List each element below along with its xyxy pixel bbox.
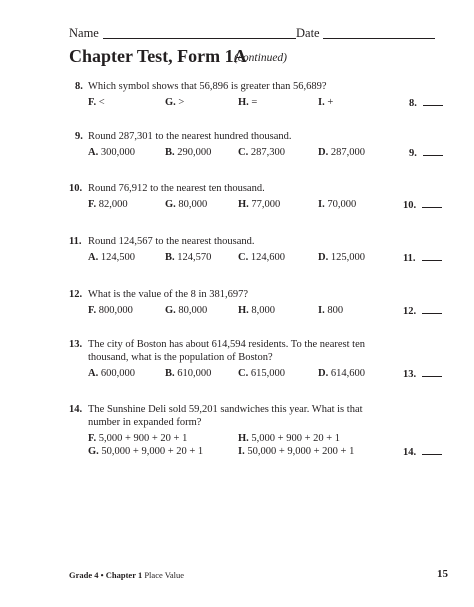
- footer-topic: Place Value: [144, 570, 185, 580]
- choice-value: 125,000: [330, 252, 365, 263]
- choice-value: 614,600: [330, 368, 365, 379]
- answer-choice[interactable]: [238, 368, 285, 379]
- answer-choice[interactable]: [238, 305, 275, 316]
- answer-choice[interactable]: [318, 368, 365, 379]
- question-text: Round 124,567 to the nearest thousand.: [88, 236, 255, 247]
- choice-value: 600,000: [100, 368, 135, 379]
- answer-choice[interactable]: [88, 97, 105, 108]
- name-label: Name: [69, 26, 99, 40]
- answer-line[interactable]: [422, 305, 442, 314]
- answer-line[interactable]: [422, 252, 442, 261]
- answer-blank[interactable]: [403, 199, 442, 211]
- choice-letter: I.: [238, 446, 245, 457]
- answer-blank[interactable]: [403, 368, 442, 380]
- choice-value: <: [98, 97, 105, 108]
- question-text: Round 76,912 to the nearest ten thousand.: [88, 183, 265, 194]
- footer-course: [69, 570, 184, 580]
- answer-choice[interactable]: [318, 199, 356, 210]
- answer-choice[interactable]: [165, 97, 184, 108]
- answer-choice[interactable]: [318, 252, 365, 263]
- choice-value: >: [178, 97, 185, 108]
- choice-letter: G.: [165, 199, 176, 210]
- choice-letter: G.: [165, 305, 176, 316]
- choice-value: 290,000: [177, 147, 212, 158]
- date-line[interactable]: [323, 38, 435, 39]
- question-text: The city of Boston has about 614,594 residents. To the nearest ten: [88, 339, 365, 350]
- answer-choice[interactable]: [165, 252, 211, 263]
- answer-choice[interactable]: [318, 305, 343, 316]
- choice-letter: C.: [238, 368, 249, 379]
- choice-value: 5,000 + 900 + 20 + 1: [98, 433, 188, 444]
- answer-choice[interactable]: [318, 97, 333, 108]
- question-text: Which symbol shows that 56,896 is greater than 56,689?: [88, 81, 327, 92]
- choice-letter: A.: [88, 252, 99, 263]
- choice-letter: I.: [318, 97, 325, 108]
- choice-value: 124,570: [177, 252, 212, 263]
- question-text: What is the value of the 8 in 381,697?: [88, 289, 249, 300]
- answer-choice[interactable]: [165, 147, 211, 158]
- choice-value: 50,000 + 9,000 + 20 + 1: [101, 446, 204, 457]
- choice-value: 300,000: [100, 147, 135, 158]
- choice-letter: C.: [238, 252, 249, 263]
- question-number: 8.: [75, 81, 83, 92]
- question-text: thousand, what is the population of Boston?: [88, 352, 273, 363]
- answer-choice[interactable]: [88, 147, 135, 158]
- answer-choice[interactable]: [88, 368, 135, 379]
- choice-letter: F.: [88, 199, 97, 210]
- answer-line[interactable]: [423, 147, 443, 156]
- choice-value: 800,000: [98, 305, 133, 316]
- answer-blank[interactable]: [409, 147, 443, 159]
- answer-blank[interactable]: [409, 97, 443, 109]
- choice-value: 615,000: [250, 368, 285, 379]
- name-line[interactable]: [103, 38, 296, 39]
- choice-value: 287,000: [330, 147, 365, 158]
- answer-line[interactable]: [422, 368, 442, 377]
- choice-letter: B.: [165, 252, 175, 263]
- choice-letter: G.: [165, 97, 176, 108]
- choice-value: +: [327, 97, 334, 108]
- answer-choice[interactable]: [238, 199, 280, 210]
- choice-letter: I.: [318, 199, 325, 210]
- choice-letter: G.: [88, 446, 99, 457]
- choice-letter: H.: [238, 199, 249, 210]
- choice-letter: D.: [318, 368, 329, 379]
- answer-blank[interactable]: [403, 305, 442, 317]
- choice-letter: A.: [88, 147, 99, 158]
- question-text: The Sunshine Deli sold 59,201 sandwiches this year. What is that: [88, 404, 363, 415]
- choice-letter: A.: [88, 368, 99, 379]
- choice-value: 8,000: [251, 305, 276, 316]
- choice-value: =: [251, 97, 258, 108]
- choice-value: 77,000: [251, 199, 281, 210]
- question-number: 11.: [69, 236, 82, 247]
- answer-choice[interactable]: [88, 305, 133, 316]
- choice-value: 287,300: [250, 147, 285, 158]
- question-number: 12.: [69, 289, 83, 300]
- answer-choice[interactable]: [238, 433, 340, 444]
- choice-value: 70,000: [327, 199, 357, 210]
- choice-value: 82,000: [98, 199, 128, 210]
- choice-letter: F.: [88, 433, 97, 444]
- answer-line[interactable]: [422, 199, 442, 208]
- answer-choice[interactable]: [165, 368, 211, 379]
- answer-number: 12.: [403, 306, 417, 317]
- choice-letter: F.: [88, 97, 97, 108]
- choice-letter: D.: [318, 147, 329, 158]
- question-number: 13.: [69, 339, 83, 350]
- answer-line[interactable]: [422, 446, 442, 455]
- question-number: 10.: [69, 183, 83, 194]
- choice-value: 124,600: [250, 252, 285, 263]
- choice-letter: H.: [238, 305, 249, 316]
- choice-value: 5,000 + 900 + 20 + 1: [251, 433, 341, 444]
- page-subtitle: (continued): [234, 52, 288, 64]
- answer-number: 8.: [409, 98, 417, 109]
- answer-choice[interactable]: [238, 97, 257, 108]
- footer-grade: Grade 4 •: [69, 570, 104, 580]
- answer-choice[interactable]: [165, 305, 207, 316]
- date-label: Date: [296, 26, 320, 40]
- page-number: 15: [437, 568, 448, 580]
- choice-value: 800: [327, 305, 344, 316]
- answer-number: 11.: [403, 253, 416, 264]
- choice-value: 80,000: [178, 305, 208, 316]
- question-number: 9.: [75, 131, 83, 142]
- choice-letter: H.: [238, 97, 249, 108]
- answer-choice[interactable]: [88, 446, 203, 457]
- choice-value: 50,000 + 9,000 + 200 + 1: [247, 446, 355, 457]
- choice-value: 124,500: [100, 252, 135, 263]
- choice-letter: D.: [318, 252, 329, 263]
- choice-letter: I.: [318, 305, 325, 316]
- choice-letter: F.: [88, 305, 97, 316]
- answer-choice[interactable]: [238, 446, 354, 457]
- choice-letter: H.: [238, 433, 249, 444]
- answer-number: 13.: [403, 369, 417, 380]
- choice-letter: C.: [238, 147, 249, 158]
- answer-line[interactable]: [423, 97, 443, 106]
- answer-choice[interactable]: [165, 199, 207, 210]
- answer-choice[interactable]: [88, 252, 135, 263]
- answer-choice[interactable]: [238, 252, 285, 263]
- answer-blank[interactable]: [403, 446, 442, 458]
- answer-blank[interactable]: [403, 252, 442, 264]
- choice-value: 80,000: [178, 199, 208, 210]
- choice-letter: B.: [165, 147, 175, 158]
- answer-number: 10.: [403, 200, 417, 211]
- choice-value: 610,000: [177, 368, 212, 379]
- footer-chapter: Chapter 1: [105, 570, 143, 580]
- question-text: Round 287,301 to the nearest hundred thousand.: [88, 131, 292, 142]
- answer-number: 14.: [403, 447, 417, 458]
- choice-letter: B.: [165, 368, 175, 379]
- question-text: number in expanded form?: [88, 417, 202, 428]
- answer-choice[interactable]: [318, 147, 365, 158]
- answer-choice[interactable]: [88, 433, 187, 444]
- answer-choice[interactable]: [88, 199, 128, 210]
- page-title: Chapter Test, Form 1A: [69, 46, 247, 66]
- question-number: 14.: [69, 404, 83, 415]
- answer-number: 9.: [409, 148, 417, 159]
- answer-choice[interactable]: [238, 147, 285, 158]
